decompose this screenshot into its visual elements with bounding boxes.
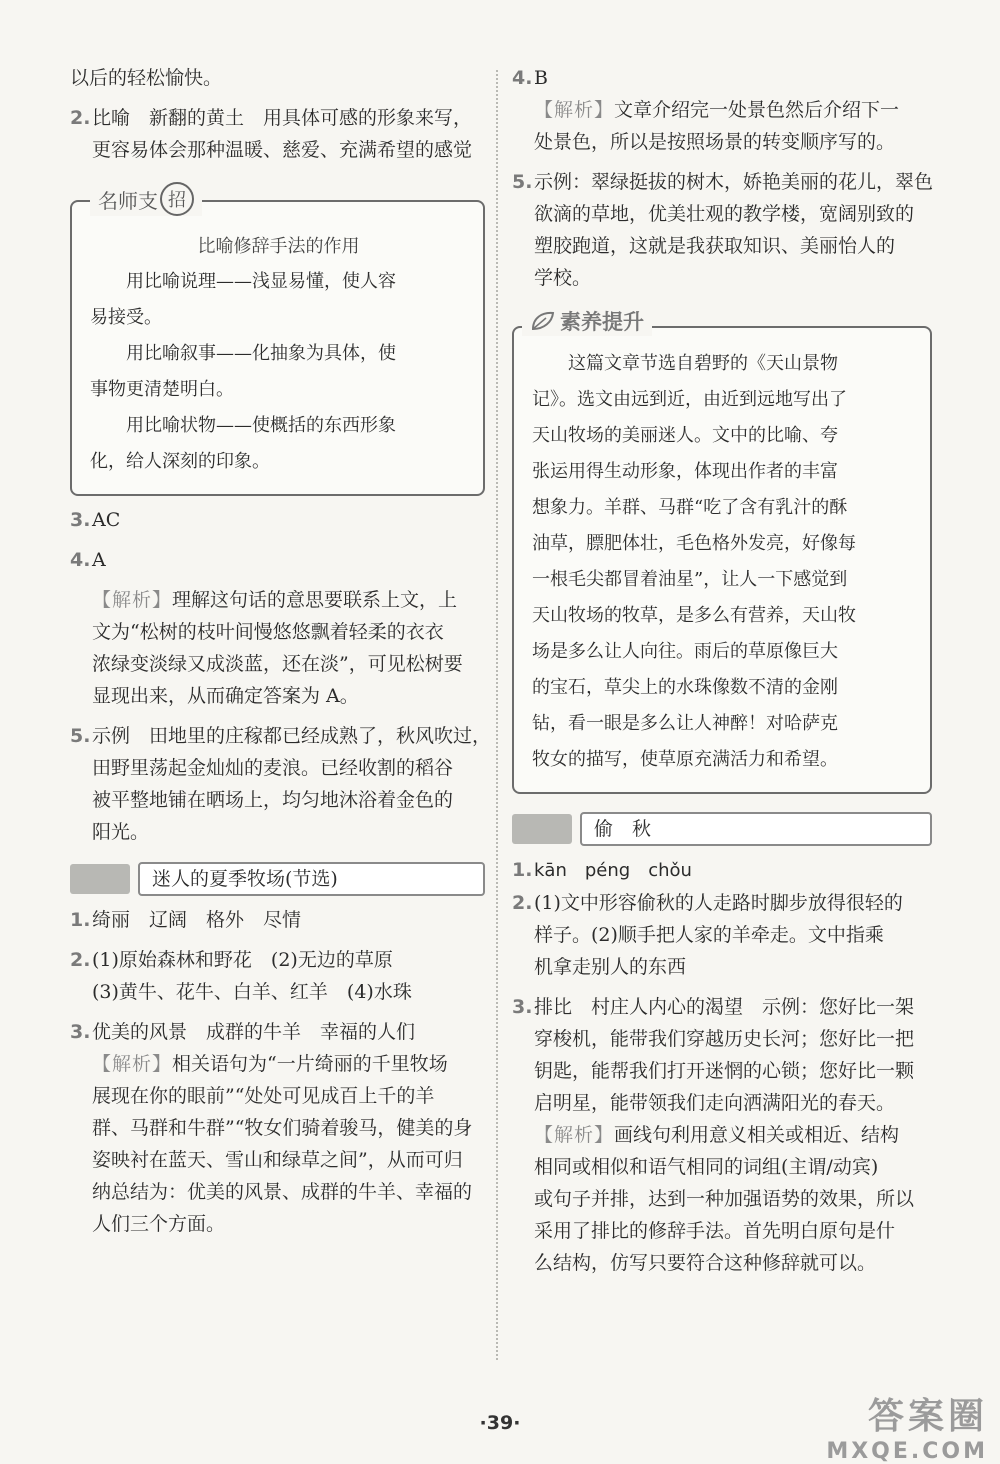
text-line: (3)黄牛、花牛、白羊、红羊 (4)水珠: [92, 981, 412, 1003]
text-line: 么结构，仿写只要符合这种修辞就可以。: [534, 1252, 877, 1274]
tip-title: 比喻修辞手法的作用: [197, 236, 360, 257]
text-line: 启明星，能带领我们走向洒满阳光的春天。: [534, 1092, 896, 1114]
text-line: 显现出来，从而确定答案为 A。: [92, 685, 359, 707]
text-line: 群、马群和牛群”“牧女们骑着骏马，健美的身: [92, 1117, 473, 1139]
leaf-icon: [530, 310, 556, 332]
text-line: 阳光。: [92, 821, 150, 843]
analysis: 【解析】理解这句话的意思要联系上文，上: [92, 589, 458, 611]
literacy-line: 一根毛尖都冒着油星”，让人一下感觉到: [532, 569, 848, 590]
literacy-line: 这篇文章节选自碧野的《天山景物: [532, 353, 838, 374]
literacy-line: 场是多么让人向往。雨后的草原像巨大: [532, 641, 838, 662]
text-line: 采用了排比的修辞手法。首先明白原句是什: [534, 1220, 896, 1242]
text-line: 文为“松树的枝叶间慢悠悠飘着轻柔的衣衣: [92, 621, 444, 643]
section-header: [70, 862, 485, 896]
text-line: 田野里荡起金灿灿的麦浪。已经收割的稻谷: [92, 757, 454, 779]
text-line: 被平整地铺在晒场上，均匀地沐浴着金色的: [92, 789, 454, 811]
teacher-tip-box: [70, 188, 485, 496]
literacy-line: 钻，看一眼是多么让人神醉！对哈萨克: [532, 713, 838, 734]
section-header: [512, 812, 932, 846]
literacy-line: 天山牧场的牧草，是多么有营养，天山牧: [532, 605, 856, 626]
literacy-line: 的宝石，草尖上的水珠像数不清的金刚: [532, 677, 838, 698]
watermark-logo: 答案圈 MXQE.COM: [826, 1396, 988, 1464]
right-column: [512, 62, 932, 1279]
p-question-1: 1.kān péng chǒu: [512, 859, 692, 881]
literacy-line: 张运用得生动形象，体现出作者的丰富: [532, 461, 838, 482]
question-5: 5.示例 田地里的庄稼都已经成熟了，秋风吹过，: [70, 725, 492, 747]
text-line: 学校。: [534, 267, 592, 289]
p-question-2: 2.(1)文中形容偷秋的人走路时脚步放得很轻的: [512, 892, 903, 914]
tip-line: 化，给人深刻的印象。: [90, 451, 270, 472]
text-line: 钥匙，能帮我们打开迷惘的心锁；您好比一颗: [534, 1060, 915, 1082]
s-question-2: 2.(1)原始森林和野花 (2)无边的草原: [70, 949, 393, 971]
text-line: 相同或相似和语气相同的词组(主谓/动宾): [534, 1156, 879, 1178]
analysis: 【解析】画线句利用意义相关或相近、结构: [534, 1124, 900, 1146]
literacy-line: 油草，膘肥体壮，毛色格外发亮，好像每: [532, 533, 856, 554]
tip-line: 事物更清楚明白。: [90, 379, 234, 400]
text-line: 机拿走别人的东西: [534, 956, 687, 978]
literacy-line: 想象力。羊群、马群“吃了含有乳汁的酥: [532, 497, 848, 518]
literacy-line: 天山牧场的美丽迷人。文中的比喻、夸: [532, 425, 838, 446]
text-line: 或句子并排，达到一种加强语势的效果，所以: [534, 1188, 915, 1210]
text-line: 纳总结为：优美的风景、成群的牛羊、幸福的: [92, 1181, 473, 1203]
text-line: 浓绿变淡绿又成淡蓝，还在淡”，可见松树要: [92, 653, 463, 675]
p-question-3: 3.排比 村庄人内心的渴望 示例：您好比一架: [512, 996, 915, 1018]
section-badge: [512, 814, 572, 844]
teacher-tip-label: 名师支 招: [90, 182, 202, 216]
text-line: 更容易体会那种温暖、慈爱、充满希望的感觉: [92, 139, 473, 161]
question-5: 5.示例：翠绿挺拔的树木，娇艳美丽的花儿，翠色: [512, 171, 934, 193]
analysis: 【解析】相关语句为“一片绮丽的千里牧场: [92, 1053, 448, 1075]
text-line: 人们三个方面。: [92, 1213, 226, 1235]
text-line: 处景色，所以是按照场景的转变顺序写的。: [534, 131, 896, 153]
tip-line: 用比喻说理——浅显易懂，使人容: [90, 271, 396, 292]
tip-circle-icon: 招: [160, 182, 194, 216]
question-2: 2.比喻 新翻的黄土 用具体可感的形象来写，: [70, 107, 473, 129]
section-title: 迷人的夏季牧场(节选): [138, 862, 485, 896]
section-title: 偷 秋: [580, 812, 932, 846]
tip-line: 用比喻叙事——化抽象为具体，使: [90, 343, 396, 364]
page-number: ·39·: [479, 1412, 521, 1434]
question-4: 4.B: [512, 67, 548, 89]
section-badge: [70, 864, 130, 894]
text-line: 塑胶跑道，这就是我获取知识、美丽怡人的: [534, 235, 896, 257]
text-line: 欲滴的草地，优美壮观的教学楼，宽阔别致的: [534, 203, 915, 225]
literacy-line: 记》。选文由远到近，由近到远地写出了: [532, 389, 847, 410]
tip-line: 用比喻状物——使概括的东西形象: [90, 415, 396, 436]
column-divider: [496, 70, 498, 1360]
text-line: 样子。(2)顺手把人家的羊牵走。文中指乘: [534, 924, 884, 946]
question-4: 4.A: [70, 549, 106, 571]
literacy-line: 牧女的描写，使草原充满活力和希望。: [532, 749, 838, 770]
s-question-1: 1.绮丽 辽阔 格外 尽情: [70, 909, 302, 931]
tip-line: 易接受。: [90, 307, 162, 328]
text-line: 以后的轻松愉快。: [70, 67, 223, 89]
analysis: 【解析】文章介绍完一处景色然后介绍下一: [534, 99, 900, 121]
literacy-box: [512, 309, 932, 794]
question-3: 3.AC: [70, 509, 121, 531]
text-line: 展现在你的眼前”“处处可见成百上千的羊: [92, 1085, 435, 1107]
text-line: 姿映衬在蓝天、雪山和绿草之间”，从而可归: [92, 1149, 463, 1171]
text-line: 穿梭机，能带我们穿越历史长河；您好比一把: [534, 1028, 915, 1050]
literacy-label: 素养提升: [522, 306, 652, 336]
s-question-3: 3.优美的风景 成群的牛羊 幸福的人们: [70, 1021, 416, 1043]
left-column: [70, 62, 492, 1240]
